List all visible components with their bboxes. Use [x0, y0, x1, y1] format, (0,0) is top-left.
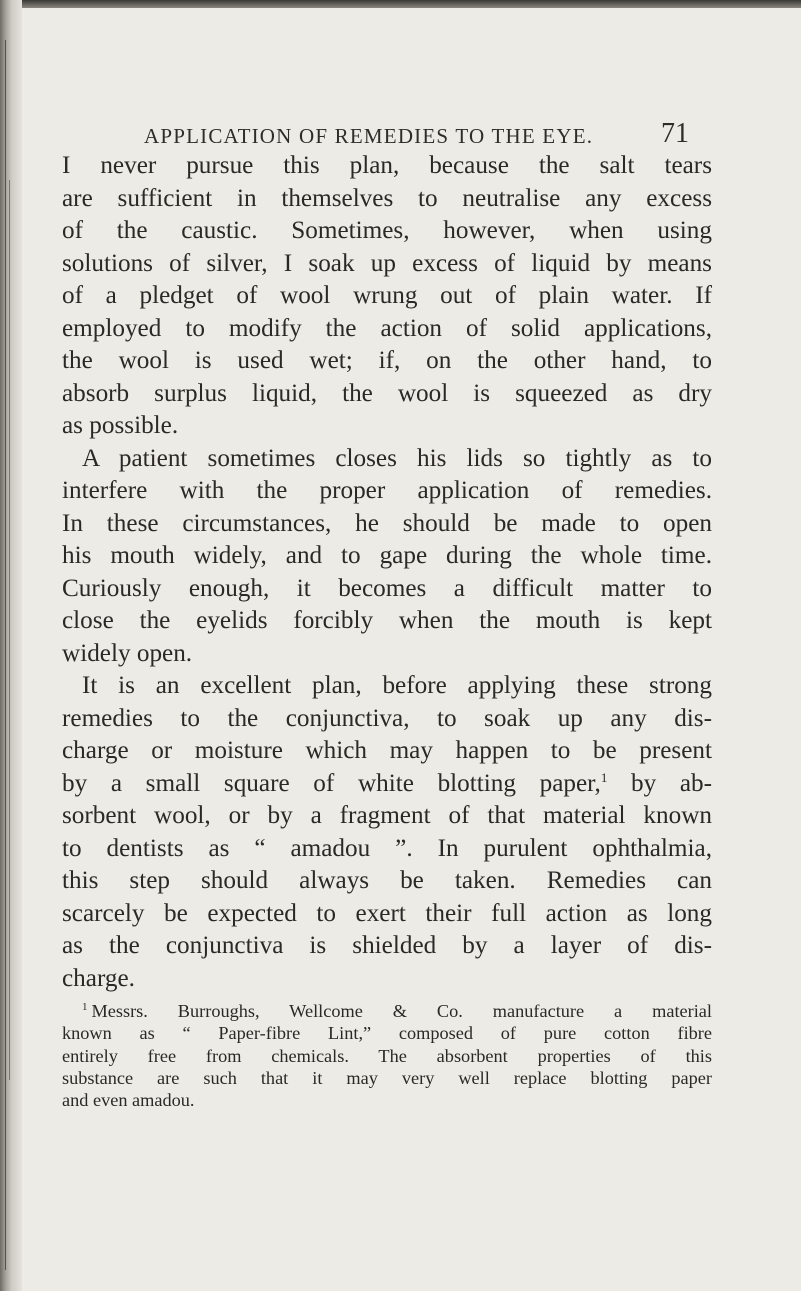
binding-gutter	[0, 0, 22, 1291]
text-line: close the eyelids forcibly when the mouth is kept	[62, 607, 712, 634]
footnote-line: and even amadou.	[62, 1090, 195, 1111]
text-line: sorbent wool, or by a fragment of that material known	[62, 802, 712, 829]
gutter-shadow-line	[5, 40, 6, 1270]
footnote-line	[62, 1000, 712, 1022]
text-line: this step should always be taken. Remedies can	[62, 867, 712, 894]
text-line: of a pledget of wool wrung out of plain water. If	[62, 282, 712, 309]
text-line: It is an excellent plan, before applying these strong	[82, 672, 712, 699]
text-line: are sufficient in themselves to neutralise any excess	[62, 184, 712, 212]
text-line: solutions of silver, I soak up excess of liquid by means	[62, 249, 712, 277]
text-line: employed to modify the action of solid applications,	[62, 314, 712, 342]
text-line: to dentists as “ amadou ”. In purulent ophthalmia,	[62, 834, 712, 862]
page-header	[144, 118, 689, 152]
footnote-marker: 1	[82, 1001, 88, 1013]
body-text	[62, 150, 712, 995]
footnote-line: substance are such that it may very well replace blotting paper	[62, 1067, 712, 1088]
text-line: scarcely be expected to exert their full action as long	[62, 899, 712, 927]
text-fragment: Messrs. Burroughs, Wellcome & Co. manufacture a material	[91, 1001, 712, 1021]
footnote-reference: 1	[600, 769, 608, 785]
text-line: charge.	[62, 964, 135, 992]
text-line: In these circumstances, he should be made to open	[62, 509, 712, 537]
text-line: Curiously enough, it becomes a difficult matter to	[62, 574, 712, 602]
text-line: the wool is used wet; if, on the other hand, to	[62, 347, 712, 374]
text-fragment: by a small square of white blotting paper,	[62, 769, 601, 797]
text-line: remedies to the conjunctiva, to soak up any dis-	[62, 704, 712, 732]
footnote-line: entirely free from chemicals. The absorbent properties of this	[62, 1045, 712, 1066]
text-line: of the caustic. Sometimes, however, when using	[62, 217, 712, 244]
text-line: widely open.	[62, 639, 193, 667]
footnote	[62, 1000, 712, 1111]
text-line: absorb surplus liquid, the wool is squeezed as dry	[62, 379, 712, 407]
page-top-edge	[0, 0, 801, 8]
text-line: interfere with the proper application of remedies.	[62, 477, 712, 504]
text-fragment: by ab-	[607, 769, 712, 797]
page-number: 71	[661, 118, 689, 149]
text-line: I never pursue this plan, because the salt tears	[62, 152, 712, 179]
text-line-with-footnote-ref	[62, 768, 712, 801]
text-line: his mouth widely, and to gape during the whole time.	[62, 542, 712, 569]
running-head: APPLICATION OF REMEDIES TO THE EYE.	[144, 124, 594, 148]
text-line: charge or moisture which may happen to be present	[62, 737, 712, 764]
gutter-shadow-line	[9, 180, 10, 1080]
text-line: A patient sometimes closes his lids so tightly as to	[82, 444, 712, 472]
text-line: as possible.	[62, 412, 179, 439]
footnote-line: known as “ Paper-fibre Lint,” composed of pure cotton fibre	[62, 1023, 712, 1044]
text-line: as the conjunctiva is shielded by a layer of dis-	[62, 932, 712, 959]
